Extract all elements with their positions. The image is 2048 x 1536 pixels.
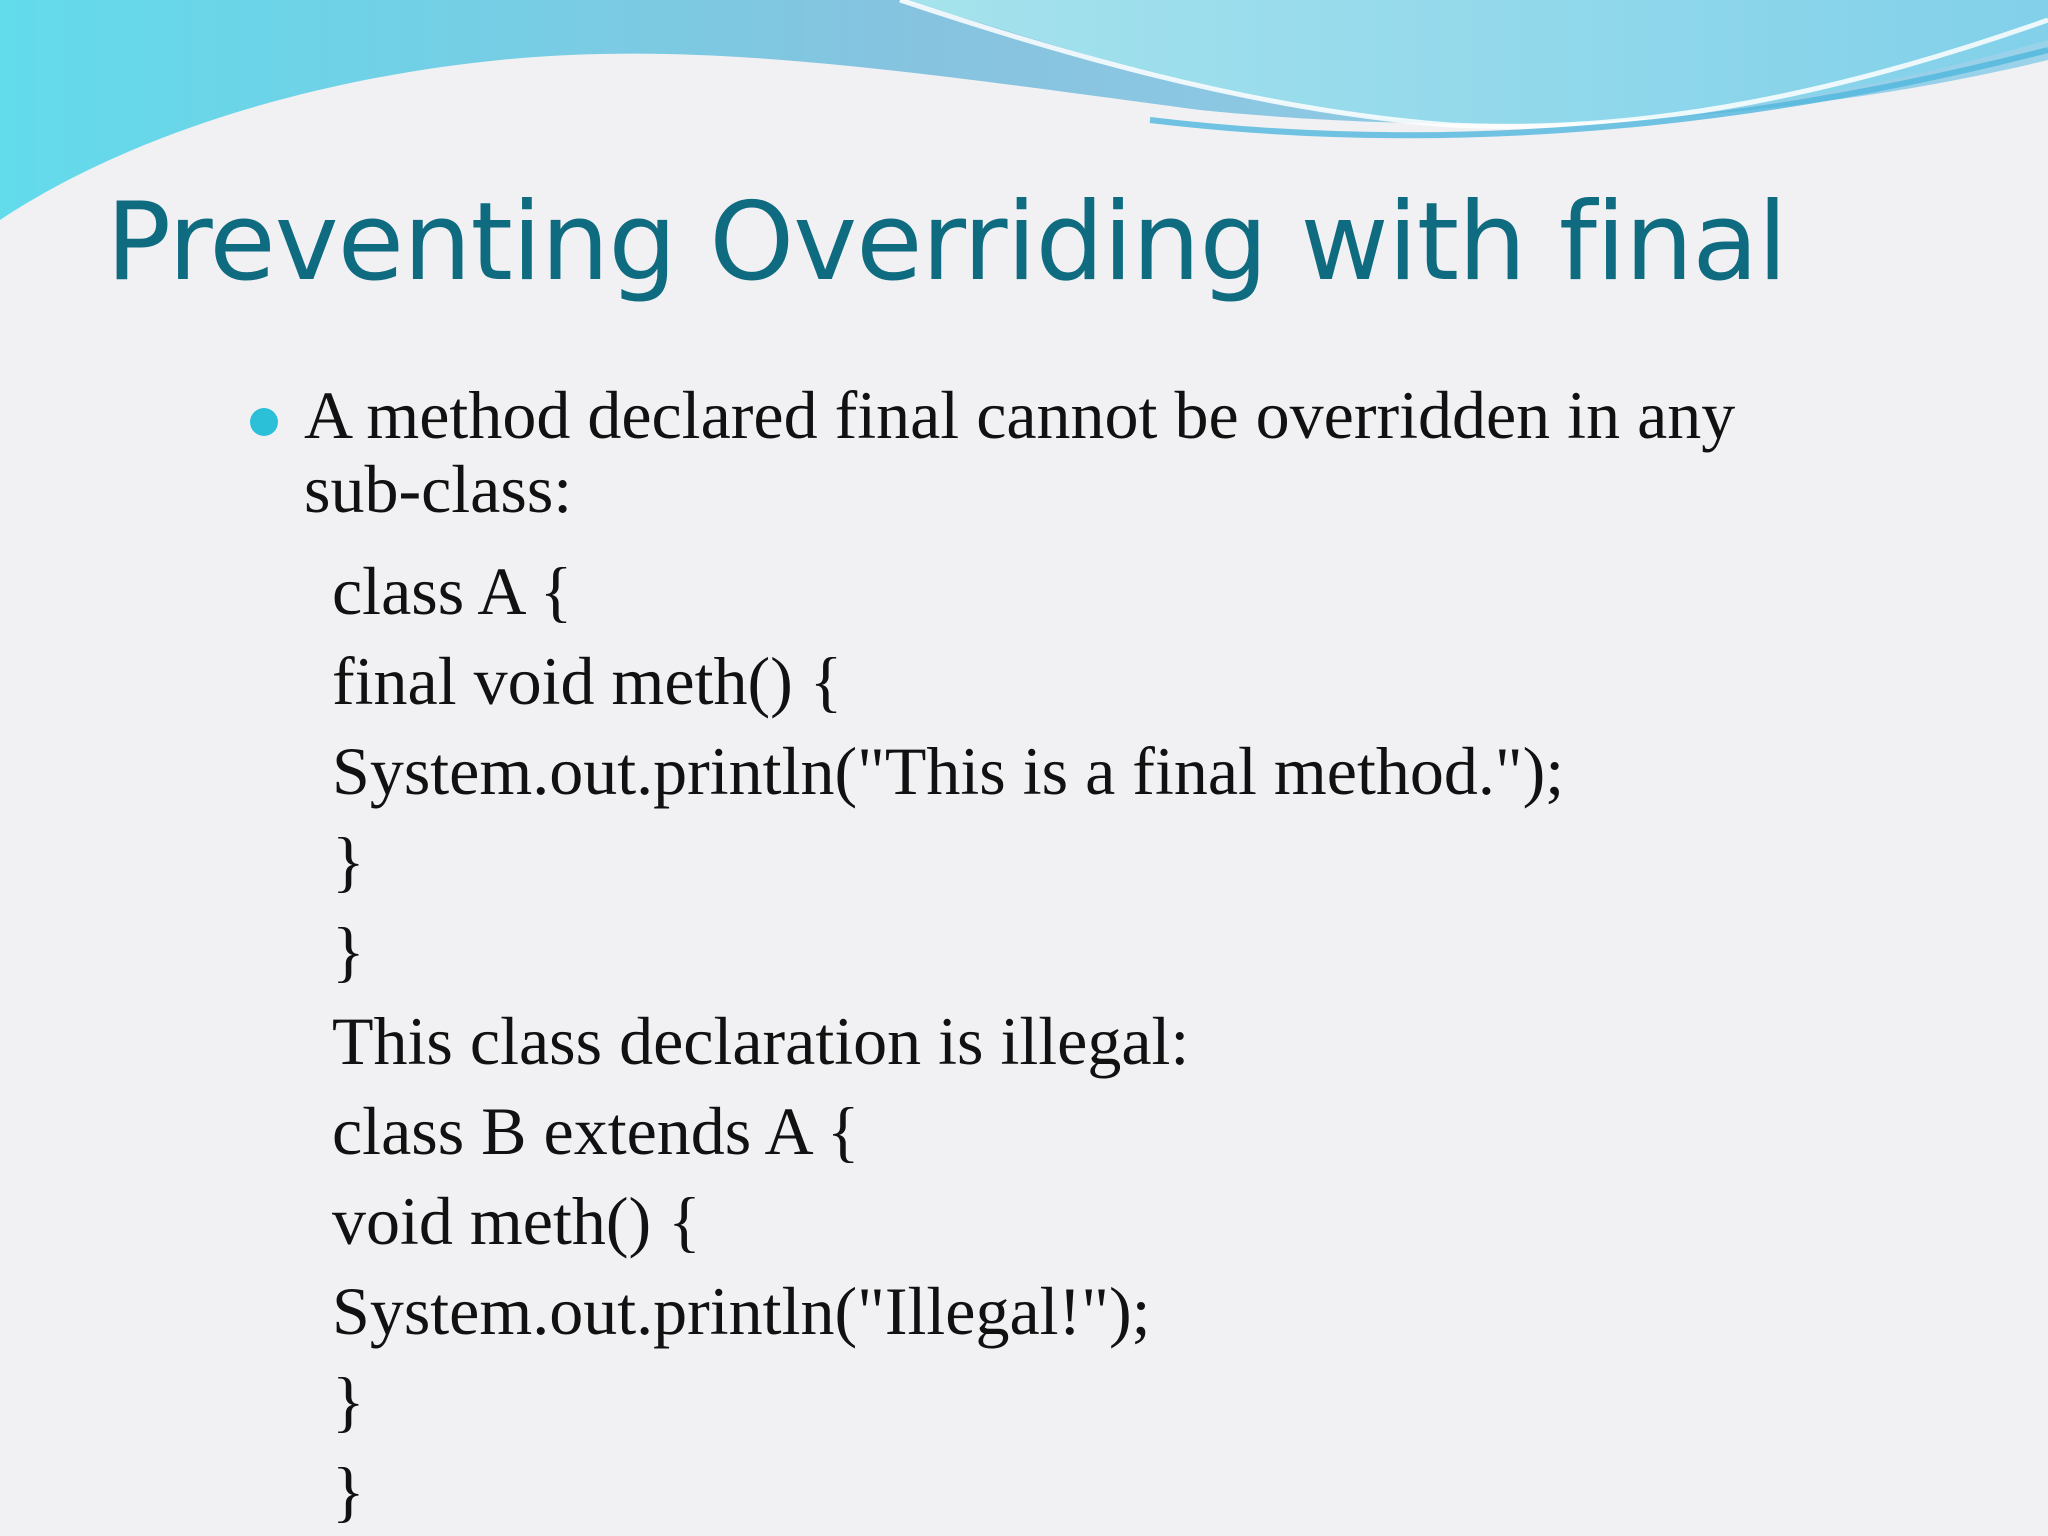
explanation-line: This class declaration is illegal: — [332, 1003, 1190, 1079]
slide-title: Preventing Overriding with final — [106, 180, 1787, 305]
code-line: } — [332, 1363, 365, 1439]
code-line: void meth() { — [332, 1183, 701, 1259]
code-line: } — [332, 823, 365, 899]
code-line: final void meth() { — [332, 643, 843, 719]
code-line: System.out.println("This is a final method."); — [332, 733, 1565, 809]
code-line: } — [332, 913, 365, 989]
code-line: } — [332, 1453, 365, 1529]
bullet-text: A method declared final cannot be overridden in any sub-class: — [304, 377, 1736, 527]
code-line: class B extends A { — [332, 1093, 860, 1169]
code-listing — [332, 546, 1564, 1536]
bullet-dot-icon — [250, 408, 278, 436]
code-line: class A { — [332, 553, 573, 629]
code-line: System.out.println("Illegal!"); — [332, 1273, 1151, 1349]
